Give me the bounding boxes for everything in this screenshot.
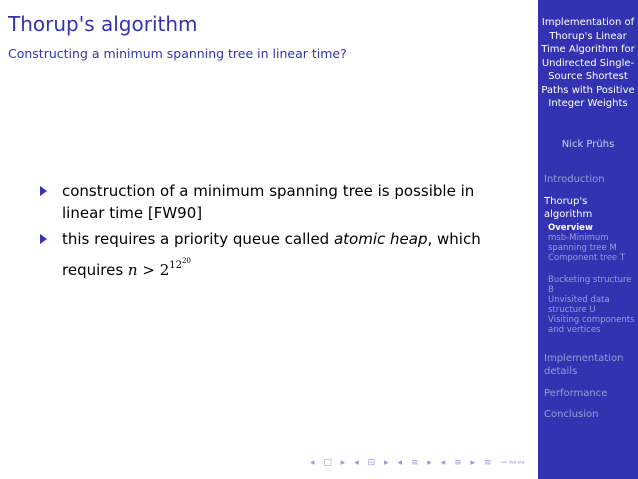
nav-doc-icon[interactable]: ≡ bbox=[454, 458, 463, 468]
bullet-triangle-icon bbox=[40, 234, 47, 244]
nav-section-prev-icon[interactable]: ◂ bbox=[397, 458, 403, 468]
sidebar-author[interactable]: Nick Prühs bbox=[561, 139, 615, 150]
sidebar bbox=[538, 0, 638, 479]
nav-subsection-icon[interactable]: ⊟ bbox=[367, 458, 377, 468]
math-exponent-exponent: 20 bbox=[181, 257, 191, 265]
sidebar-subsection-visiting[interactable]: Visiting components and vertices bbox=[548, 315, 635, 335]
nav-section-icon[interactable]: ≡ bbox=[410, 458, 420, 468]
bullet-text-2-pre: this requires a priority queue called bbox=[62, 230, 334, 248]
nav-subsection-prev-icon[interactable]: ◂ bbox=[354, 458, 360, 468]
sidebar-subsection-overview[interactable]: Overview bbox=[548, 223, 593, 233]
sidebar-section-conclusion[interactable]: Conclusion bbox=[544, 409, 599, 420]
bullet-item-2 bbox=[40, 228, 510, 281]
frame-subtitle: Constructing a minimum spanning tree in linear time? bbox=[8, 46, 347, 61]
nav-doc-next-icon[interactable]: ▸ bbox=[470, 458, 477, 468]
sidebar-subsection-component[interactable]: Component tree T bbox=[548, 253, 626, 263]
bullet-triangle-icon bbox=[40, 186, 47, 196]
nav-subsection-next-icon[interactable]: ▸ bbox=[384, 458, 390, 468]
bullet-text-2-emphasis: atomic heap bbox=[333, 230, 428, 248]
beamer-navigation-bar bbox=[310, 458, 530, 468]
nav-appendix-icon[interactable]: ≡ bbox=[483, 458, 493, 468]
nav-frame-icon[interactable]: □ bbox=[323, 458, 333, 468]
math-exponent-base: 12 bbox=[169, 260, 182, 271]
nav-search-icon[interactable]: ∽∾∾ bbox=[500, 458, 526, 468]
sidebar-section-performance[interactable]: Performance bbox=[544, 388, 608, 399]
sidebar-talk-title[interactable]: Implementation of Thorup's Linear Time Algorithm for Undirected Single-Source Shortest Paths with Positive Integer Weights bbox=[541, 17, 635, 109]
math-base: 2 bbox=[159, 261, 170, 279]
frame-title: Thorup's algorithm bbox=[8, 12, 198, 36]
bullet-list bbox=[40, 180, 510, 285]
sidebar-subsection-bucketing[interactable]: Bucketing structure B bbox=[548, 275, 632, 295]
nav-section-next-icon[interactable]: ▸ bbox=[427, 458, 433, 468]
sidebar-subsection-msb[interactable]: msb-Minimum spanning tree M bbox=[548, 233, 617, 253]
bullet-text-2-post: , which requires bbox=[62, 230, 481, 279]
bullet-item-1 bbox=[40, 180, 510, 224]
math-relation: > bbox=[137, 261, 160, 279]
sidebar-section-implementation[interactable]: Implementation details bbox=[544, 353, 624, 377]
sidebar-section-thorup[interactable]: Thorup's algorithm bbox=[544, 196, 593, 220]
math-exponent bbox=[169, 257, 191, 271]
sidebar-section-introduction[interactable]: Introduction bbox=[544, 174, 605, 185]
nav-frame-next-icon[interactable]: ▸ bbox=[340, 458, 347, 468]
nav-frame-prev-icon[interactable]: ◂ bbox=[310, 458, 316, 468]
bullet-text-1: construction of a minimum spanning tree is possible in linear time [FW90] bbox=[62, 182, 475, 222]
math-variable-n: n bbox=[127, 261, 138, 279]
sidebar-subsection-unvisited[interactable]: Unvisited data structure U bbox=[548, 295, 610, 315]
nav-doc-prev-icon[interactable]: ◂ bbox=[440, 458, 447, 468]
